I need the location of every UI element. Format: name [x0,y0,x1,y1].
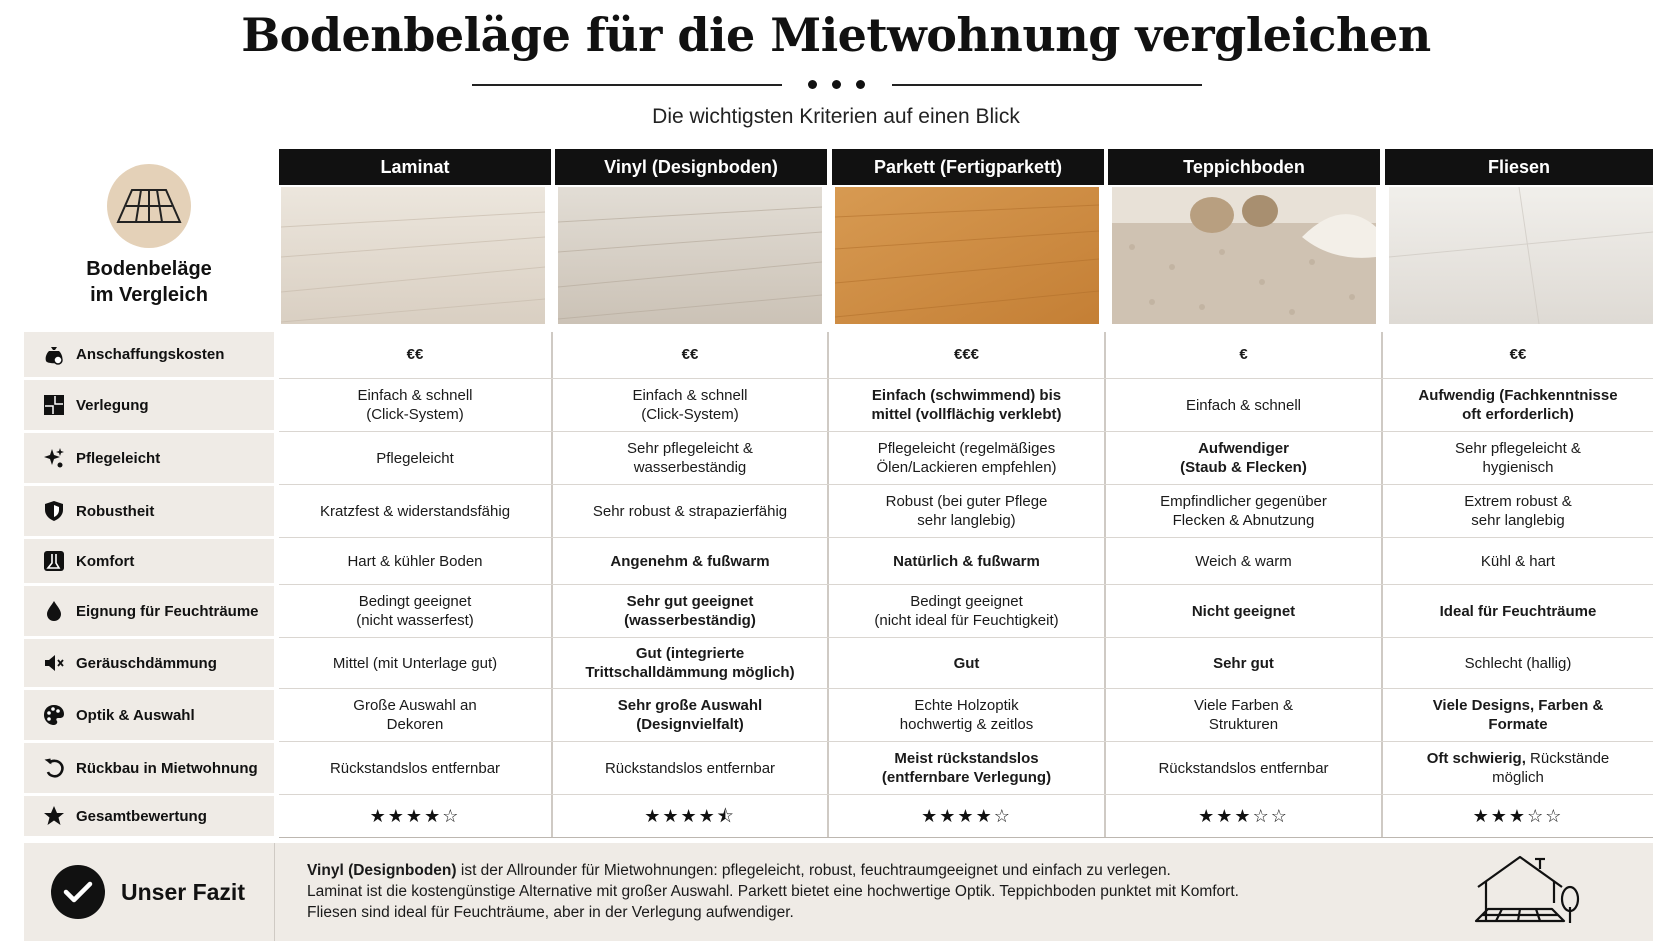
value-parkett-robustheit: Robust (bei guter Pflege sehr langlebig) [885,493,1048,529]
value-laminat-anschaffungskosten: €€ [406,346,424,363]
value-vinyl-rueckbau: Rückstandslos entfernbar [604,759,776,777]
value-laminat-verlegung: Einfach & schnell (Click-System) [357,387,473,423]
water-drop-icon [42,599,66,623]
column-header-laminat: Laminat [279,149,551,185]
conclusion-box [24,843,1653,941]
rating-parkett: ★★★★☆ [921,805,1012,826]
value-teppichboden-optik: Viele Farben & Strukturen [1194,697,1293,733]
value-parkett-anschaffungskosten: €€€ [953,346,980,363]
conclusion-separator [274,843,275,941]
criterion-rueckbau [24,743,274,793]
palette-icon [42,703,66,727]
criterion-label: Eignung für Feuchträume [76,602,259,620]
criterion-label: Gesamtbewertung [76,807,207,825]
speaker-mute-icon [42,651,66,675]
logo-title-line1: Bodenbeläge [86,258,212,280]
laminat-floor-image [281,187,545,324]
column-header-fliesen: Fliesen [1385,149,1653,185]
value-teppichboden-pflegeleicht: Aufwendiger (Staub & Flecken) [1180,440,1307,476]
criterion-optik-auswahl [24,690,274,740]
value-teppichboden-feuchtraeume: Nicht geeignet [1191,602,1296,620]
row-divider [279,378,1653,379]
value-laminat-geraeuschdaemmung: Mittel (mit Unterlage gut) [332,654,498,672]
row-divider [279,688,1653,689]
value-fliesen-feuchtraeume: Ideal für Feuchträume [1439,602,1597,620]
fliesen-rueckbau-text: Oft schwierig, Rückstände möglich [1426,750,1610,786]
value-laminat-komfort: Hart & kühler Boden [347,552,483,570]
value-fliesen-rueckbau [1383,743,1653,793]
value-fliesen-optik: Viele Designs, Farben & Formate [1432,697,1604,733]
logo-title-line2: im Vergleich [90,284,208,306]
row-divider [279,637,1653,638]
value-teppichboden-komfort: Weich & warm [1195,552,1292,570]
star-icon [42,804,66,828]
value-vinyl-verlegung: Einfach & schnell (Click-System) [632,387,748,423]
value-laminat-feuchtraeume: Bedingt geeignet (nicht wasserfest) [356,593,474,629]
criterion-robustheit [24,486,274,536]
value-vinyl-pflegeleicht: Sehr pflegeleicht & wasserbeständig [627,440,753,476]
value-teppichboden-anschaffungskosten: € [1239,346,1248,363]
criterion-label: Geräuschdämmung [76,654,217,672]
value-fliesen-verlegung: Aufwendig (Fachkenntnisse oft erforderlich) [1418,387,1618,423]
column-header-parkett: Parkett (Fertigparkett) [832,149,1104,185]
money-bag-icon [42,343,66,367]
rating-vinyl: ★★★★⯪ [644,805,736,826]
value-parkett-geraeuschdaemmung: Gut [953,654,980,672]
conclusion-line3: Fliesen sind ideal für Feuchträume, aber in der Verlegung aufwendiger. [307,904,794,921]
criterion-komfort [24,539,274,583]
criterion-label: Komfort [76,552,135,570]
value-laminat-optik: Große Auswahl an Dekoren [353,697,477,733]
value-teppichboden-rueckbau: Rückstandslos entfernbar [1158,759,1329,777]
column-header-vinyl: Vinyl (Designboden) [555,149,827,185]
foot-icon [42,549,66,573]
sparkle-icon [42,446,66,470]
criterion-label: Robustheit [76,502,155,520]
value-teppichboden-robustheit: Empfindlicher gegenüber Flecken & Abnutzung [1160,493,1327,529]
conclusion-line2: Laminat ist die kostengünstige Alternative mit großer Auswahl. Parkett bietet eine hochwertige Optik. Teppichboden punktet mit Komfort. [307,883,1239,900]
fliesen-floor-image [1389,187,1653,324]
teppichboden-floor-image [1112,187,1376,324]
value-fliesen-komfort: Kühl & hart [1480,552,1556,570]
row-divider [279,837,1653,838]
value-laminat-pflegeleicht: Pflegeleicht [376,449,454,467]
conclusion-highlight: Vinyl (Designboden) [307,862,457,879]
rating-laminat: ★★★★☆ [369,805,461,826]
value-vinyl-optik: Sehr große Auswahl (Designvielfalt) [617,697,763,733]
title-divider-left [472,84,782,86]
value-fliesen-robustheit: Extrem robust & sehr langlebig [1464,493,1572,529]
title-divider-right [892,84,1202,86]
row-divider [279,537,1653,538]
criterion-label: Anschaffungskosten [76,346,225,363]
rating-fliesen: ★★★☆☆ [1472,805,1564,826]
value-vinyl-feuchtraeume: Sehr gut geeignet (wasserbeständig) [624,593,756,629]
divider-dot [808,80,817,89]
comparison-logo [24,150,274,320]
criterion-feuchtraeume [24,586,274,636]
criterion-geraeuschdaemmung [24,639,274,687]
tiles-icon [42,393,66,417]
criterion-label: Verlegung [76,396,149,414]
row-divider [279,484,1653,485]
criterion-anschaffungskosten [24,332,274,377]
value-parkett-verlegung: Einfach (schwimmend) bis mittel (vollflächig verklebt) [871,387,1062,423]
column-header-teppichboden: Teppichboden [1108,149,1380,185]
house-icon [1472,851,1582,938]
value-teppichboden-geraeuschdaemmung: Sehr gut [1213,654,1274,672]
row-divider [279,584,1653,585]
parkett-floor-image [835,187,1099,324]
vinyl-floor-image [558,187,822,324]
shield-icon [42,499,66,523]
value-vinyl-anschaffungskosten: €€ [681,346,699,363]
criterion-gesamtbewertung [24,796,274,836]
criterion-pflegeleicht [24,433,274,483]
value-vinyl-komfort: Angenehm & fußwarm [610,552,770,570]
page-subtitle: Die wichtigsten Kriterien auf einen Blick [652,105,1020,128]
value-fliesen-anschaffungskosten: €€ [1509,346,1527,363]
value-parkett-optik: Echte Holzoptik hochwertig & zeitlos [899,697,1034,733]
page-title: Bodenbeläge für die Mietwohnung vergleichen [241,8,1431,62]
check-circle-icon [51,865,105,919]
conclusion-line1: ist der Allrounder für Mietwohnungen: pflegeleicht, robust, feuchtraumgeeignet und einfach zu verlegen. [456,862,1171,879]
value-laminat-rueckbau: Rückstandslos entfernbar [329,759,501,777]
divider-dot [832,80,841,89]
criterion-label: Pflegeleicht [76,449,161,467]
row-divider [279,741,1653,742]
value-fliesen-pflegeleicht: Sehr pflegeleicht & hygienisch [1455,440,1581,476]
criterion-label: Optik & Auswahl [76,706,195,724]
row-divider [279,794,1653,795]
row-divider [279,431,1653,432]
value-laminat-robustheit: Kratzfest & widerstandsfähig [319,502,511,520]
value-parkett-komfort: Natürlich & fußwarm [893,552,1040,570]
value-fliesen-geraeuschdaemmung: Schlecht (hallig) [1464,654,1572,672]
criterion-label: Rückbau in Mietwohnung [76,759,258,777]
value-vinyl-robustheit: Sehr robust & strapazierfähig [592,502,788,520]
floor-perspective-icon [107,164,191,248]
value-parkett-feuchtraeume: Bedingt geeignet (nicht ideal für Feuchtigkeit) [874,593,1059,629]
conclusion-text [307,860,1357,923]
value-parkett-pflegeleicht: Pflegeleicht (regelmäßiges Ölen/Lackieren empfehlen) [876,440,1057,476]
criterion-verlegung [24,380,274,430]
value-parkett-rueckbau: Meist rückstandslos (entfernbare Verlegung) [881,750,1052,786]
undo-arrow-icon [42,756,66,780]
divider-dot [856,80,865,89]
value-vinyl-geraeuschdaemmung: Gut (integrierte Trittschalldämmung möglich) [585,645,795,681]
value-teppichboden-verlegung: Einfach & schnell [1185,396,1302,414]
rating-teppichboden: ★★★☆☆ [1198,805,1289,826]
conclusion-title: Unser Fazit [121,878,245,905]
